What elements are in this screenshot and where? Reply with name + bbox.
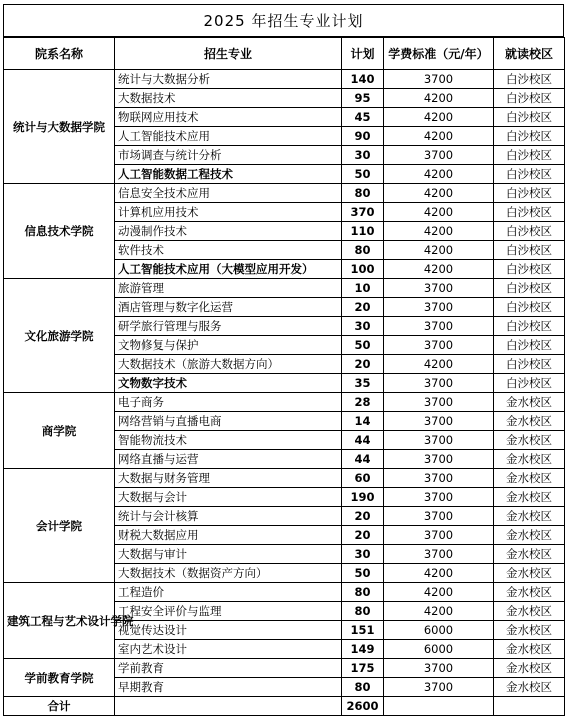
plan-count: 20 xyxy=(342,355,384,374)
major-name: 大数据技术 xyxy=(115,89,342,108)
major-name: 人工智能技术应用（大模型应用开发） xyxy=(115,260,342,279)
campus-name: 金水校区 xyxy=(494,678,565,697)
tuition-fee: 3700 xyxy=(384,70,494,89)
table-row xyxy=(4,184,565,203)
plan-count: 80 xyxy=(342,583,384,602)
major-name: 大数据技术（数据资产方向） xyxy=(115,564,342,583)
plan-count: 44 xyxy=(342,431,384,450)
campus-name: 金水校区 xyxy=(494,393,565,412)
table-row xyxy=(4,583,565,602)
major-name: 大数据技术（旅游大数据方向） xyxy=(115,355,342,374)
tuition-fee: 4200 xyxy=(384,108,494,127)
plan-count: 95 xyxy=(342,89,384,108)
major-name: 研学旅行管理与服务 xyxy=(115,317,342,336)
campus-name: 金水校区 xyxy=(494,564,565,583)
table-row xyxy=(4,279,565,298)
campus-name: 金水校区 xyxy=(494,431,565,450)
tuition-fee: 3700 xyxy=(384,507,494,526)
plan-count: 44 xyxy=(342,450,384,469)
college-name: 统计与大数据学院 xyxy=(4,70,115,184)
campus-name: 金水校区 xyxy=(494,621,565,640)
campus-name: 金水校区 xyxy=(494,412,565,431)
plan-count: 100 xyxy=(342,260,384,279)
major-name: 动漫制作技术 xyxy=(115,222,342,241)
plan-count: 28 xyxy=(342,393,384,412)
campus-name: 金水校区 xyxy=(494,450,565,469)
plan-count: 175 xyxy=(342,659,384,678)
campus-name: 金水校区 xyxy=(494,469,565,488)
table-row xyxy=(4,469,565,488)
plan-count: 14 xyxy=(342,412,384,431)
tuition-fee: 4200 xyxy=(384,241,494,260)
plan-count: 45 xyxy=(342,108,384,127)
major-name: 大数据与会计 xyxy=(115,488,342,507)
campus-name: 白沙校区 xyxy=(494,203,565,222)
plan-count: 80 xyxy=(342,602,384,621)
total-row xyxy=(4,697,565,716)
college-name: 文化旅游学院 xyxy=(4,279,115,393)
tuition-fee: 3700 xyxy=(384,374,494,393)
plan-count: 30 xyxy=(342,146,384,165)
tuition-fee: 4200 xyxy=(384,203,494,222)
campus-name: 白沙校区 xyxy=(494,336,565,355)
table-row xyxy=(4,659,565,678)
tuition-fee: 4200 xyxy=(384,260,494,279)
major-name: 电子商务 xyxy=(115,393,342,412)
college-name: 会计学院 xyxy=(4,469,115,583)
plan-count: 10 xyxy=(342,279,384,298)
header-campus: 就读校区 xyxy=(494,38,565,70)
major-name: 网络营销与直播电商 xyxy=(115,412,342,431)
major-name: 智能物流技术 xyxy=(115,431,342,450)
tuition-fee: 3700 xyxy=(384,545,494,564)
campus-name: 白沙校区 xyxy=(494,70,565,89)
total-plan: 2600 xyxy=(342,697,384,716)
table-row xyxy=(4,393,565,412)
major-name: 工程造价 xyxy=(115,583,342,602)
campus-name: 白沙校区 xyxy=(494,355,565,374)
major-name: 物联网应用技术 xyxy=(115,108,342,127)
page-title: 2025 年招生专业计划 xyxy=(3,4,564,37)
tuition-fee: 3700 xyxy=(384,488,494,507)
table-row xyxy=(4,70,565,89)
major-name: 人工智能数据工程技术 xyxy=(115,165,342,184)
campus-name: 金水校区 xyxy=(494,659,565,678)
total-label: 合计 xyxy=(4,697,115,716)
plan-count: 151 xyxy=(342,621,384,640)
major-name: 酒店管理与数字化运营 xyxy=(115,298,342,317)
major-name: 信息安全技术应用 xyxy=(115,184,342,203)
table-header-row xyxy=(4,38,565,70)
college-name: 学前教育学院 xyxy=(4,659,115,697)
plan-count: 370 xyxy=(342,203,384,222)
tuition-fee: 3700 xyxy=(384,659,494,678)
tuition-fee: 6000 xyxy=(384,640,494,659)
major-name: 文物数字技术 xyxy=(115,374,342,393)
tuition-fee: 3700 xyxy=(384,336,494,355)
plan-count: 50 xyxy=(342,165,384,184)
tuition-fee: 3700 xyxy=(384,279,494,298)
major-name: 工程安全评价与监理 xyxy=(115,602,342,621)
enrollment-plan-table xyxy=(3,37,565,716)
tuition-fee: 3700 xyxy=(384,393,494,412)
major-name: 大数据与财务管理 xyxy=(115,469,342,488)
tuition-fee: 6000 xyxy=(384,621,494,640)
campus-name: 白沙校区 xyxy=(494,108,565,127)
plan-count: 30 xyxy=(342,317,384,336)
header-college: 院系名称 xyxy=(4,38,115,70)
major-name: 旅游管理 xyxy=(115,279,342,298)
major-name: 软件技术 xyxy=(115,241,342,260)
campus-name: 白沙校区 xyxy=(494,317,565,336)
header-plan: 计划 xyxy=(342,38,384,70)
plan-count: 149 xyxy=(342,640,384,659)
plan-count: 50 xyxy=(342,336,384,355)
campus-name: 金水校区 xyxy=(494,545,565,564)
campus-name: 白沙校区 xyxy=(494,222,565,241)
total-empty-cell xyxy=(384,697,494,716)
total-empty-cell xyxy=(494,697,565,716)
tuition-fee: 4200 xyxy=(384,127,494,146)
tuition-fee: 4200 xyxy=(384,564,494,583)
plan-count: 110 xyxy=(342,222,384,241)
plan-count: 80 xyxy=(342,184,384,203)
campus-name: 金水校区 xyxy=(494,488,565,507)
plan-count: 80 xyxy=(342,241,384,260)
campus-name: 白沙校区 xyxy=(494,89,565,108)
tuition-fee: 3700 xyxy=(384,450,494,469)
college-name: 信息技术学院 xyxy=(4,184,115,279)
campus-name: 金水校区 xyxy=(494,507,565,526)
campus-name: 白沙校区 xyxy=(494,260,565,279)
campus-name: 白沙校区 xyxy=(494,241,565,260)
major-name: 财税大数据应用 xyxy=(115,526,342,545)
tuition-fee: 4200 xyxy=(384,222,494,241)
header-major: 招生专业 xyxy=(115,38,342,70)
tuition-fee: 4200 xyxy=(384,355,494,374)
campus-name: 白沙校区 xyxy=(494,146,565,165)
plan-count: 35 xyxy=(342,374,384,393)
plan-count: 140 xyxy=(342,70,384,89)
plan-count: 50 xyxy=(342,564,384,583)
major-name: 视觉传达设计 xyxy=(115,621,342,640)
college-name: 商学院 xyxy=(4,393,115,469)
tuition-fee: 4200 xyxy=(384,583,494,602)
major-name: 统计与大数据分析 xyxy=(115,70,342,89)
tuition-fee: 3700 xyxy=(384,146,494,165)
plan-count: 20 xyxy=(342,298,384,317)
major-name: 早期教育 xyxy=(115,678,342,697)
tuition-fee: 3700 xyxy=(384,298,494,317)
tuition-fee: 3700 xyxy=(384,469,494,488)
tuition-fee: 3700 xyxy=(384,526,494,545)
plan-count: 20 xyxy=(342,507,384,526)
tuition-fee: 3700 xyxy=(384,678,494,697)
tuition-fee: 4200 xyxy=(384,602,494,621)
major-name: 室内艺术设计 xyxy=(115,640,342,659)
plan-count: 20 xyxy=(342,526,384,545)
major-name: 学前教育 xyxy=(115,659,342,678)
major-name: 人工智能技术应用 xyxy=(115,127,342,146)
total-empty-cell xyxy=(115,697,342,716)
major-name: 计算机应用技术 xyxy=(115,203,342,222)
major-name: 统计与会计核算 xyxy=(115,507,342,526)
tuition-fee: 4200 xyxy=(384,165,494,184)
campus-name: 白沙校区 xyxy=(494,165,565,184)
table-body xyxy=(4,70,565,716)
campus-name: 白沙校区 xyxy=(494,374,565,393)
major-name: 市场调查与统计分析 xyxy=(115,146,342,165)
plan-count: 90 xyxy=(342,127,384,146)
campus-name: 白沙校区 xyxy=(494,184,565,203)
campus-name: 金水校区 xyxy=(494,526,565,545)
plan-count: 80 xyxy=(342,678,384,697)
tuition-fee: 3700 xyxy=(384,412,494,431)
header-fee: 学费标准（元/年） xyxy=(384,38,494,70)
campus-name: 白沙校区 xyxy=(494,127,565,146)
tuition-fee: 3700 xyxy=(384,431,494,450)
college-name: 建筑工程与艺术设计学院 xyxy=(4,583,115,659)
major-name: 大数据与审计 xyxy=(115,545,342,564)
plan-count: 60 xyxy=(342,469,384,488)
campus-name: 金水校区 xyxy=(494,602,565,621)
campus-name: 白沙校区 xyxy=(494,298,565,317)
major-name: 网络直播与运营 xyxy=(115,450,342,469)
tuition-fee: 4200 xyxy=(384,184,494,203)
tuition-fee: 3700 xyxy=(384,317,494,336)
campus-name: 金水校区 xyxy=(494,640,565,659)
tuition-fee: 4200 xyxy=(384,89,494,108)
major-name: 文物修复与保护 xyxy=(115,336,342,355)
plan-count: 190 xyxy=(342,488,384,507)
campus-name: 金水校区 xyxy=(494,583,565,602)
campus-name: 白沙校区 xyxy=(494,279,565,298)
plan-count: 30 xyxy=(342,545,384,564)
